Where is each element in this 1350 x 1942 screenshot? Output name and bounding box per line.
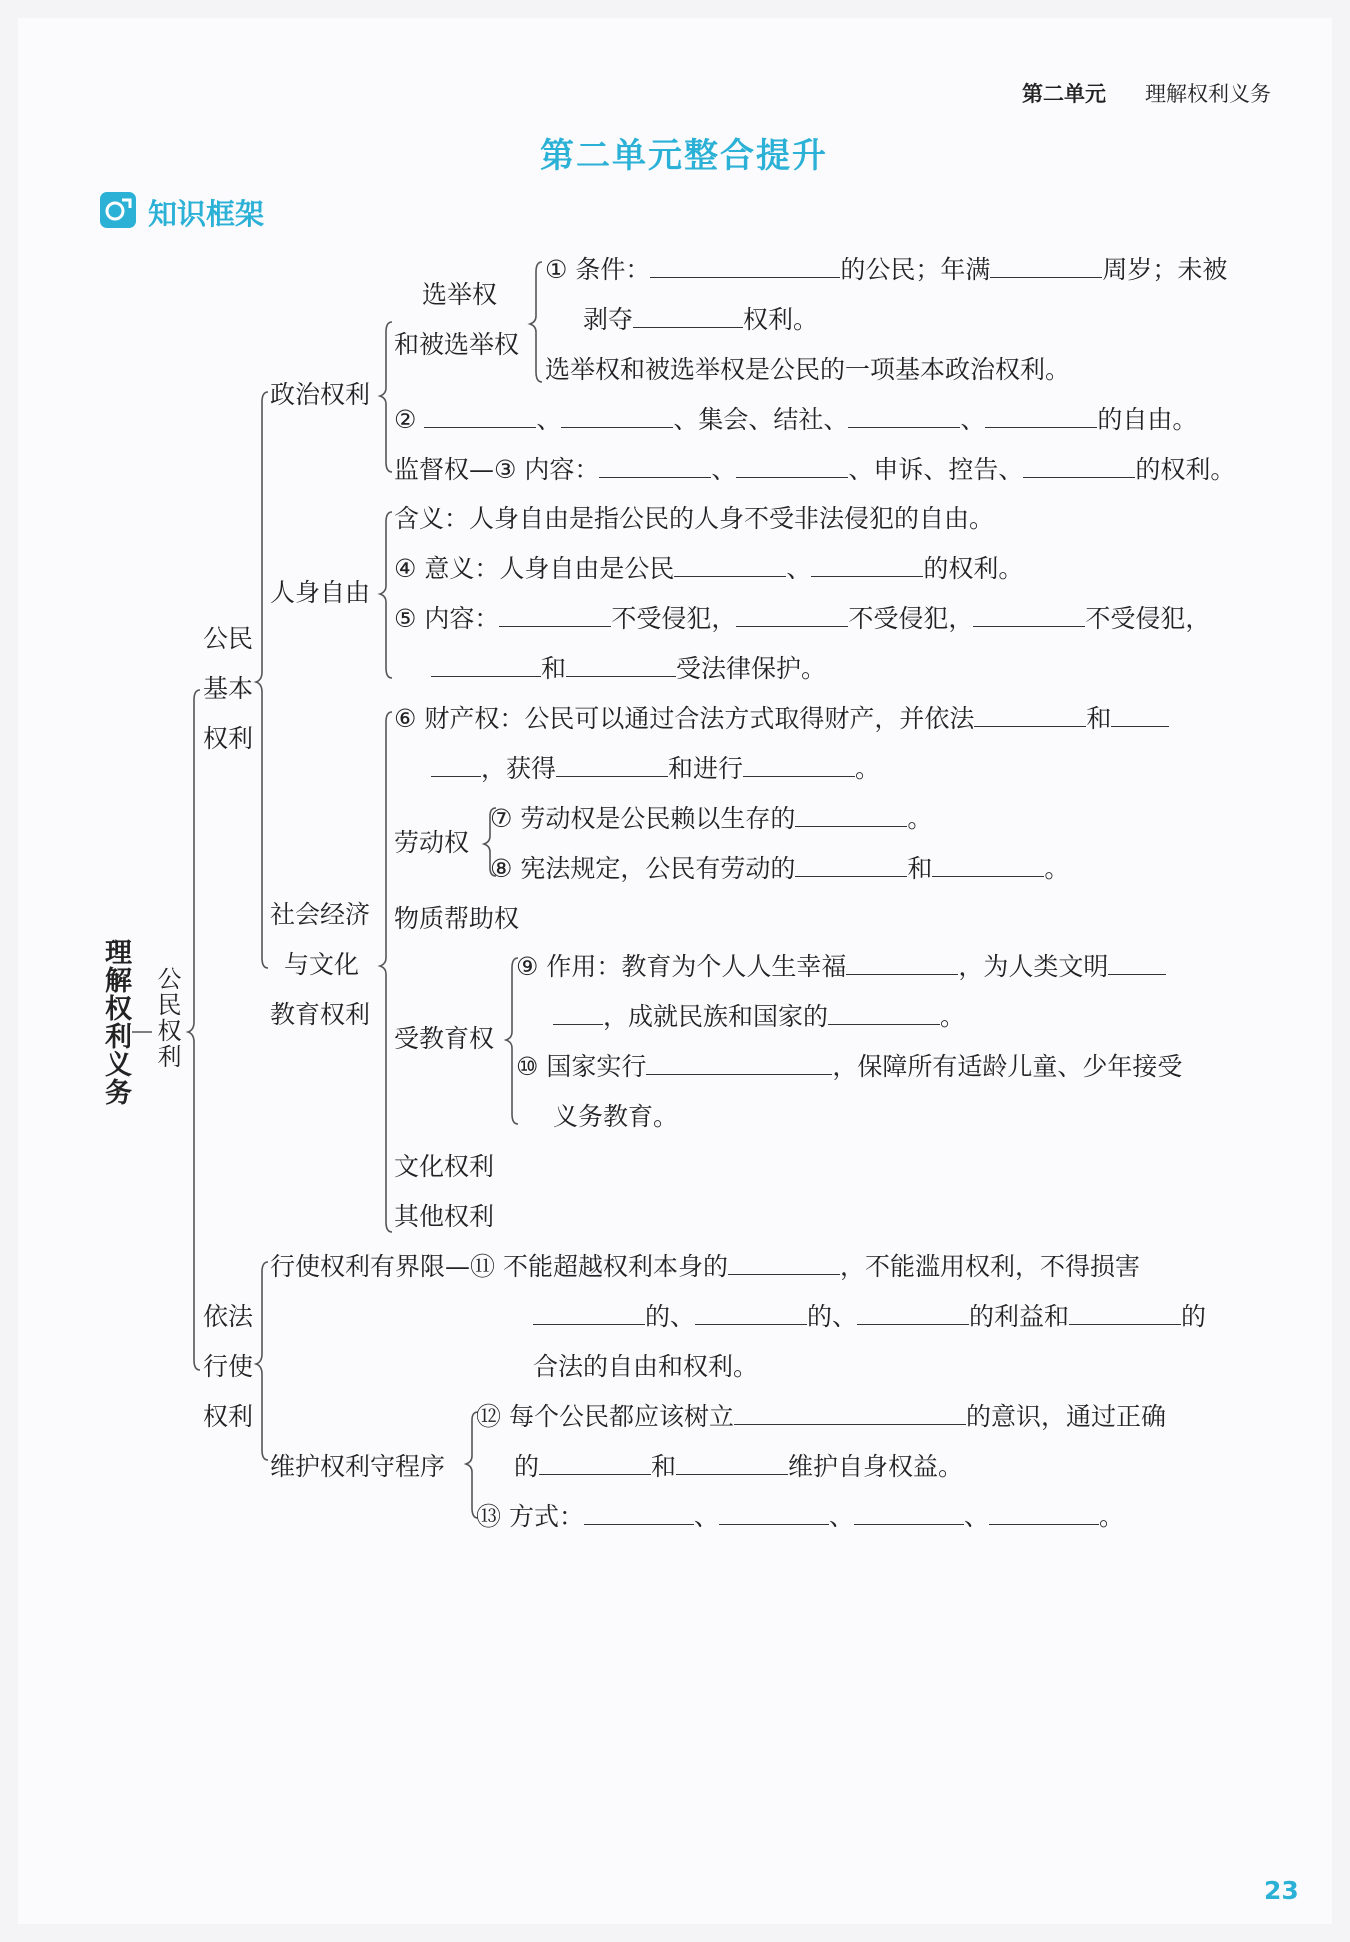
- item-1-line-1: ① 条件： 的公民；年满 周岁；未被: [545, 255, 1228, 284]
- page-title: 第二单元整合提升: [540, 136, 828, 176]
- other-rights-label: 其他权利: [394, 1202, 495, 1231]
- item-11-line-3: 合法的自由和权利。: [533, 1352, 759, 1381]
- item-10-line-1: ⑩ 国家实行 ，保障所有适龄儿童、少年接受: [516, 1052, 1183, 1081]
- protect-rights-label: 维护权利守程序: [270, 1452, 446, 1481]
- personal-line-1: 含义：人身自由是指公民的人身不受非法侵犯的自由。: [394, 504, 995, 533]
- social-label-3: 教育权利: [270, 1000, 371, 1029]
- item-7-line: ⑦ 劳动权是公民赖以生存的 。: [490, 804, 933, 833]
- item-12-line-1: ⑫ 每个公民都应该树立 的意识，通过正确: [476, 1402, 1166, 1431]
- education-rights-label: 受教育权: [394, 1024, 495, 1053]
- item-11-line-2: 的、 的、 的利益和 的: [533, 1302, 1206, 1332]
- item-12-line-2: 的 和 维护自身权益。: [514, 1452, 964, 1481]
- header-unit: 第二单元: [1022, 82, 1106, 106]
- item-6-line-2: ，获得 和进行 。: [431, 754, 880, 784]
- item-9-line-2: ，成就民族和国家的 。: [553, 1002, 965, 1032]
- branch-basic-rights: 公民基本权利: [203, 624, 254, 753]
- item-1-line-2: 剥夺 权利。: [583, 305, 819, 334]
- item-1-line-3: 选举权和被选举权是公民的一项基本政治权利。: [545, 355, 1071, 384]
- social-label-2: 与文化: [284, 950, 360, 979]
- election-label-2: 和被选举权: [394, 330, 520, 359]
- personal-line-2: ④ 意义：人身自由是公民 、 的权利。: [394, 554, 1024, 583]
- item-10-line-2: 义务教育。: [553, 1102, 679, 1131]
- social-label-1: 社会经济: [270, 900, 371, 929]
- item-9-line-1: ⑨ 作用：教育为个人人生幸福 ，为人类文明: [516, 952, 1166, 982]
- personal-freedom-label: 人身自由: [270, 578, 371, 607]
- material-help-label: 物质帮助权: [394, 904, 520, 933]
- personal-line-3: ⑤ 内容： 不受侵犯， 不受侵犯， 不受侵犯，: [394, 604, 1211, 633]
- header-title: 理解权利义务: [1145, 82, 1271, 106]
- item-13-line: ⑬ 方式： 、 、 、 。: [476, 1502, 1125, 1531]
- culture-rights-label: 文化权利: [394, 1152, 495, 1181]
- item-8-line: ⑧ 宪法规定，公民有劳动的 和 。: [490, 854, 1070, 883]
- item-3-line: 监督权—③ 内容： 、 、申诉、控告、 的权利。: [394, 455, 1236, 484]
- item-2-line: ② 、 、集会、结社、 、 的自由。: [394, 405, 1198, 434]
- election-label-1: 选举权: [422, 280, 498, 309]
- item-11-line-1: 行使权利有界限—⑪ 不能超越权利本身的 ，不能滥用权利，不得损害: [270, 1252, 1140, 1281]
- labor-rights-label: 劳动权: [394, 828, 470, 857]
- section-label: 知识框架: [148, 197, 265, 231]
- level1-label: 公民权利: [153, 966, 181, 1070]
- political-rights-label: 政治权利: [270, 380, 371, 409]
- page-number: 23: [1264, 1876, 1299, 1905]
- branch-exercise-rights: 依法行使权利: [203, 1302, 254, 1431]
- personal-line-4: 和 受法律保护。: [431, 654, 826, 684]
- item-6-line-1: ⑥ 财产权：公民可以通过合法方式取得财产，并依法 和: [394, 704, 1169, 734]
- root-label: 理解权利义务: [100, 938, 131, 1106]
